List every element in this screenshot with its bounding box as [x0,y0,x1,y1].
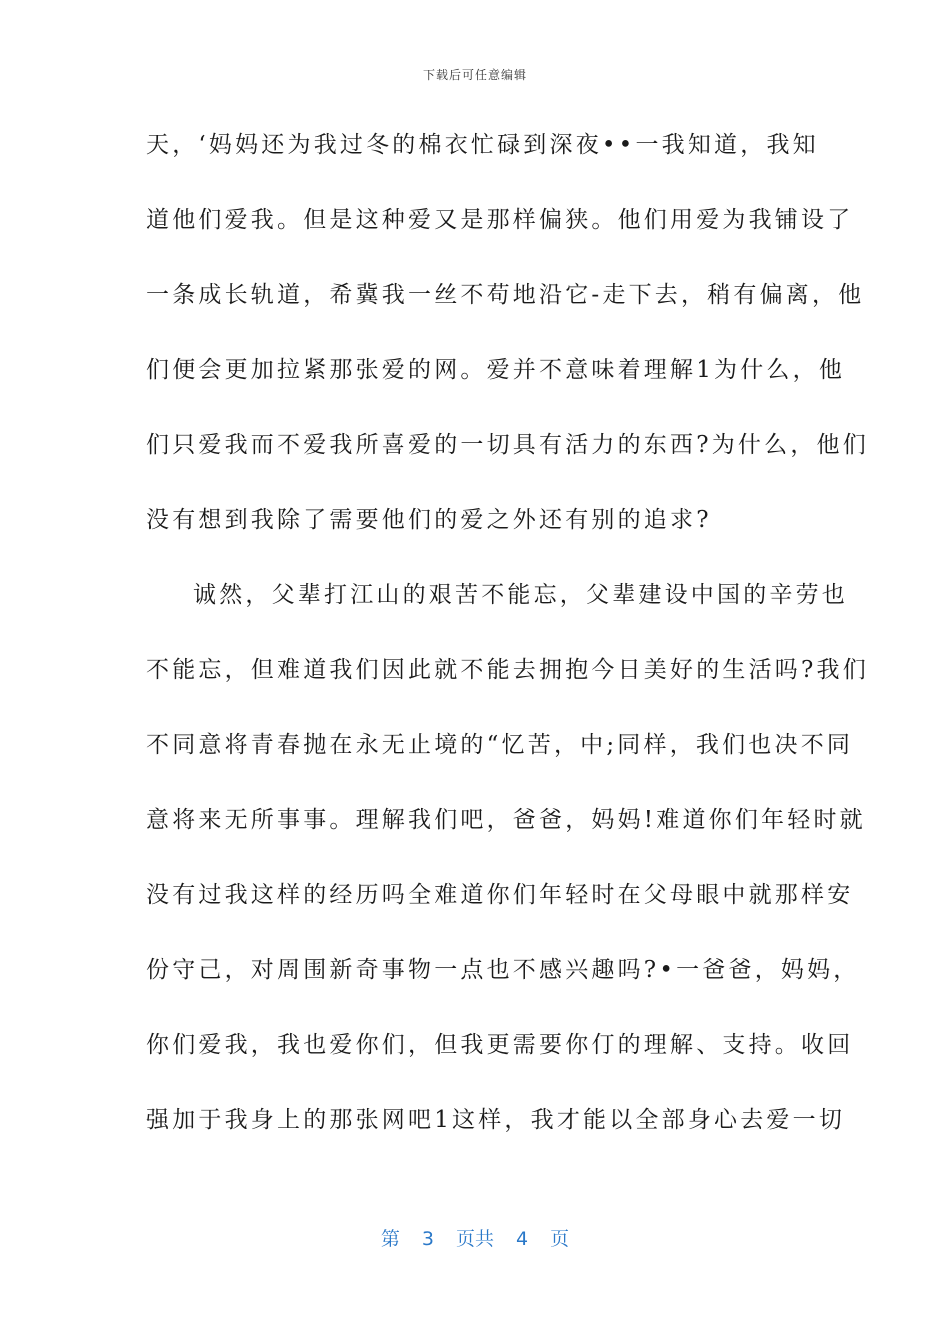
text-line-7: 诚然，父辈打江山的艰苦不能忘，父辈建设中国的辛劳也 [193,582,848,608]
text-line-11: 没有过我这样的经历吗全难道你们年轻时在父母眼中就那样安 [146,882,854,908]
text-line-10: 意将来无所事事。理解我们吧，爸爸，妈妈!难道你们年轻时就 [146,807,866,833]
text-line-1: 天，‘妈妈还为我过冬的棉衣忙碌到深夜••一我知道，我知 [146,132,819,158]
document-body [146,120,869,1170]
footer-suffix: 页 [550,1228,570,1250]
text-line-5: 们只爱我而不爱我所喜爱的一切具有活力的东西?为什么，他们 [146,432,869,458]
text-line-9: 不同意将青春抛在永无止境的“忆苦，中;同样，我们也决不同 [146,732,854,758]
text-line-3: 一条成长轨道，希冀我一丝不苟地沿它-走下去，稍有偏离，他 [146,282,865,308]
footer-middle: 页共 [455,1228,494,1250]
text-line-2: 道他们爱我。但是这种爱又是那样偏狭。他们用爱为我铺设了 [146,207,854,233]
text-line-4: 们便会更加拉紧那张爱的网。爱并不意味着理解1为什么，他 [146,357,846,383]
text-line-6: 没有想到我除了需要他们的爱之外还有别的追求? [146,507,712,533]
current-page-number: 3 [421,1228,434,1250]
page-footer [0,1224,950,1251]
total-page-count: 4 [516,1228,529,1250]
page-header: 下载后可任意编辑 [422,68,527,82]
text-line-13: 你们爱我，我也爱你们，但我更需要你仃的理解、支持。收回 [146,1032,854,1058]
text-line-14: 强加于我身上的那张网吧1这样，我才能以全部身心去爱一切 [146,1107,846,1133]
footer-prefix: 第 [380,1228,400,1250]
text-line-12: 份守己，对周围新奇事物一点也不感兴趣吗?•一爸爸，妈妈， [146,957,860,983]
text-line-8: 不能忘，但难道我们因此就不能去拥抱今日美好的生活吗?我们 [146,657,869,683]
